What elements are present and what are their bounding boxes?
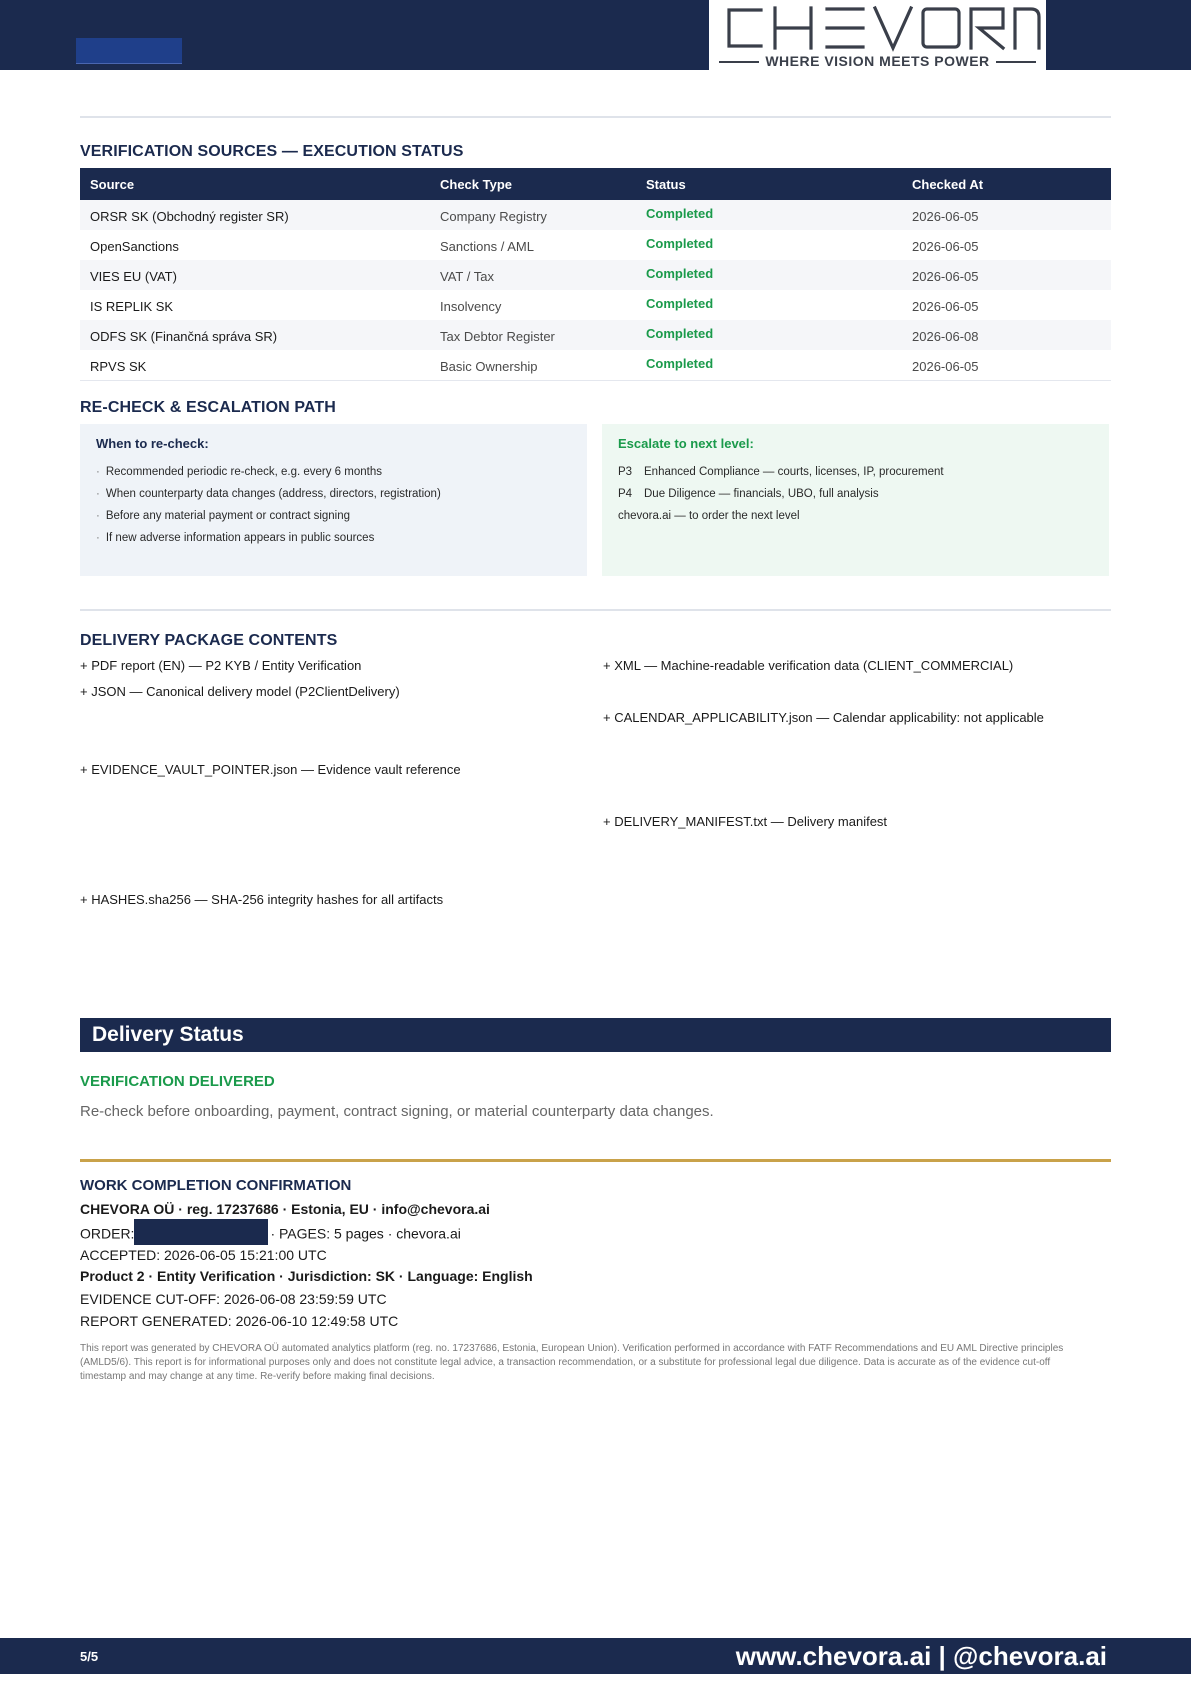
list-item: · When counterparty data changes (address, directors, registration) [96,488,441,500]
page-number: 5/5 [80,1649,99,1664]
cell-checked-at: 2026-06-08 [902,320,1111,350]
product-line: Product 2 · Entity Verification · Jurisdiction: SK · Language: English [80,1268,533,1284]
package-item: + HASHES.sha256 — SHA-256 integrity hashes for all artifacts [80,892,444,907]
escalation-level-p3: P3 Enhanced Compliance — courts, licenses, IP, procurement [618,466,944,478]
cell-check-type: Tax Debtor Register [430,320,636,350]
column-header-check-type: Check Type [430,168,636,200]
package-item: + PDF report (EN) — P2 KYB / Entity Verification [80,658,362,673]
delivery-status-header: Delivery Status [80,1018,1111,1052]
redaction-block [134,1219,268,1245]
recheck-note: Re-check before onboarding, payment, contract signing, or material counterparty data changes. [80,1103,714,1120]
footer-url: www.chevora.ai | @chevora.ai [735,1641,1107,1671]
cell-check-type: Company Registry [430,200,636,230]
order-note: chevora.ai — to order the next level [618,510,800,522]
cell-status: Completed [646,236,714,251]
cell-status: Completed [636,260,902,290]
cutoff-line: EVIDENCE CUT-OFF: 2026-06-08 23:59:59 UTC [80,1291,387,1307]
table-row [80,320,1111,350]
package-item: + XML — Machine-readable verification data (CLIENT_COMMERCIAL) [603,658,1014,673]
package-title: DELIVERY PACKAGE CONTENTS [80,632,338,649]
recheck-panel-title: When to re-check: [96,436,209,451]
list-item: · If new adverse information appears in public sources [96,532,375,544]
cell-source: ODFS SK (Finančná správa SR) [80,320,430,350]
accepted-line: ACCEPTED: 2026-06-05 15:21:00 UTC [80,1247,327,1263]
logo-wordmark [709,0,1046,54]
cell-source: ORSR SK (Obchodný register SR) [80,200,430,230]
package-item: + DELIVERY_MANIFEST.txt — Delivery manifest [603,814,888,829]
cell-checked-at: 2026-06-05 [912,299,979,314]
divider [80,609,1111,611]
page-header [0,0,1191,70]
cell-checked-at: 2026-06-05 [912,239,979,254]
cell-status: Completed [636,350,902,380]
cell-source: RPVS SK [80,350,430,380]
package-item: + JSON — Canonical delivery model (P2ClientDelivery) [80,684,400,699]
order-line: ORDER: · PAGES: 5 pages · chevora.ai [80,1225,461,1245]
cell-check-type: Insolvency [440,299,502,314]
cell-checked-at: 2026-06-05 [902,200,1111,230]
list-item: · Recommended periodic re-check, e.g. every 6 months [96,466,382,478]
company-line: CHEVORA OÜ · reg. 17237686 · Estonia, EU · info@chevora.ai [80,1201,490,1217]
table-row [80,290,1111,320]
disclaimer: This report was generated by CHEVORA OÜ automated analytics platform (reg. no. 17237686, Estonia, European Union). Verification performed in accordance with FATF Recommendations and EU AML Directive principles (AMLD5/6). This report is for informational purposes only and does not constitute legal advice, a transaction recommendation, or a substitute for professional legal due diligence. Data is accurate as of the evidence cut-off timestamp and may change at any time. Re-verify before making final decisions. [80,1343,1064,1382]
cell-check-type: VAT / Tax [430,260,636,290]
table-row [80,260,1111,290]
cell-check-type: Basic Ownership [430,350,636,380]
cell-source: IS REPLIK SK [90,299,174,314]
column-header-checked-at: Checked At [902,168,1111,200]
escalation-title: RE-CHECK & ESCALATION PATH [80,399,336,416]
gold-divider [80,1159,1111,1162]
table-row [80,200,1111,230]
recheck-panel [80,424,587,576]
sources-table [80,168,1111,381]
cell-source: VIES EU (VAT) [80,260,430,290]
table-row [80,350,1111,380]
cell-status: Completed [636,200,902,230]
package-item: + EVIDENCE_VAULT_POINTER.json — Evidence vault reference [80,762,461,777]
work-completion-title: WORK COMPLETION CONFIRMATION [80,1177,352,1194]
table-row [80,230,1111,260]
company-logo [709,0,1046,72]
list-item: · Before any material payment or contract signing [96,510,351,522]
cell-status: Completed [636,320,902,350]
column-header-status: Status [636,168,902,200]
logo-tagline: WHERE VISION MEETS POWER [709,53,1046,69]
sources-title: VERIFICATION SOURCES — EXECUTION STATUS [80,143,464,160]
cell-source: OpenSanctions [90,239,179,254]
escalation-level-p4: P4 Due Diligence — financials, UBO, full analysis [618,488,879,500]
page-footer [0,1638,1191,1674]
divider [80,116,1111,118]
escalate-panel [602,424,1109,576]
redaction-block [76,38,182,64]
table-header-row [80,168,1111,200]
column-header-source: Source [80,168,430,200]
generated-line: REPORT GENERATED: 2026-06-10 12:49:58 UTC [80,1313,399,1329]
escalate-panel-title: Escalate to next level: [618,436,754,451]
cell-status: Completed [646,296,714,311]
delivery-status-label: VERIFICATION DELIVERED [80,1073,275,1090]
cell-check-type: Sanctions / AML [440,239,534,254]
package-item: + CALENDAR_APPLICABILITY.json — Calendar applicability: not applicable [603,710,1044,725]
cell-checked-at: 2026-06-05 [902,350,1111,380]
cell-checked-at: 2026-06-05 [902,260,1111,290]
